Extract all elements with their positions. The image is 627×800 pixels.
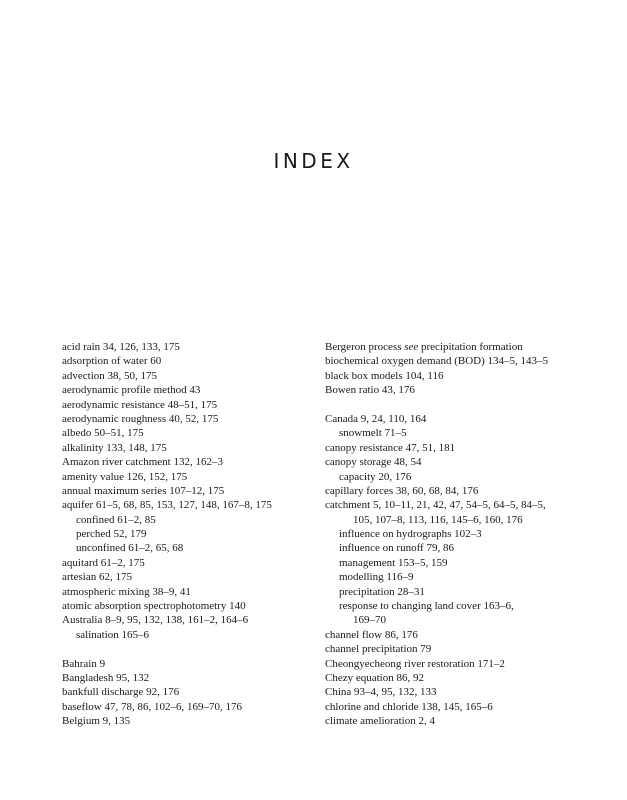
index-subentry: response to changing land cover 163–6, [339, 600, 514, 613]
index-entry: Bahrain 9 [62, 657, 106, 670]
index-entry: channel flow 86, 176 [325, 628, 418, 641]
index-entry: catchment 5, 10–11, 21, 42, 47, 54–5, 64–5, 84–5, [325, 499, 546, 512]
index-entry: Amazon river catchment 132, 162–3 [62, 456, 223, 469]
index-entry: advection 38, 50, 175 [62, 369, 158, 382]
index-entry: Cheongyecheong river restoration 171–2 [325, 657, 505, 670]
index-entry: chlorine and chloride 138, 145, 165–6 [325, 700, 493, 713]
index-entry: biochemical oxygen demand (BOD) 134–5, 143–5 [325, 355, 549, 368]
index-subentry: confined 61–2, 85 [76, 513, 156, 526]
index-entry: aerodynamic resistance 48–51, 175 [62, 398, 218, 411]
index-entry: climate amelioration 2, 4 [325, 715, 435, 728]
index-column-left [62, 340, 312, 729]
index-entry: bankfull discharge 92, 176 [62, 686, 180, 699]
index-subentry: influence on runoff 79, 86 [339, 542, 454, 555]
index-entry-text: precipitation formation [418, 341, 523, 353]
index-subentry: unconfined 61–2, 65, 68 [76, 542, 184, 555]
index-entry: Australia 8–9, 95, 132, 138, 161–2, 164–6 [62, 614, 249, 627]
index-subentry: precipitation 28–31 [339, 585, 425, 598]
index-entry: Belgium 9, 135 [62, 715, 131, 728]
index-entry: acid rain 34, 126, 133, 175 [62, 341, 180, 353]
index-entry: amenity value 126, 152, 175 [62, 470, 188, 483]
index-subentry: modelling 116–9 [339, 571, 414, 584]
index-entry: capillary forces 38, 60, 68, 84, 176 [325, 484, 479, 497]
index-entry: Bangladesh 95, 132 [62, 671, 150, 684]
index-entry: aerodynamic profile method 43 [62, 384, 201, 397]
index-entry: baseflow 47, 78, 86, 102–6, 169–70, 176 [62, 700, 242, 713]
index-entry: atmospheric mixing 38–9, 41 [62, 585, 191, 598]
index-entry: channel precipitation 79 [325, 643, 432, 656]
index-subentry: influence on hydrographs 102–3 [339, 528, 482, 541]
index-entry [325, 340, 575, 354]
index-subentry: snowmelt 71–5 [339, 427, 407, 440]
index-entry: annual maximum series 107–12, 175 [62, 484, 225, 497]
index-subentry: 169–70 [353, 614, 386, 627]
index-entry: atomic absorption spectrophotometry 140 [62, 600, 246, 613]
index-entry: canopy resistance 47, 51, 181 [325, 441, 456, 454]
index-entry: aquifer 61–5, 68, 85, 153, 127, 148, 167–8, 175 [62, 499, 272, 512]
see-reference: see [404, 341, 419, 353]
index-entry: canopy storage 48, 54 [325, 456, 422, 469]
index-entry: aquitard 61–2, 175 [62, 556, 145, 569]
index-entry: alkalinity 133, 148, 175 [62, 441, 167, 454]
page-title: INDEX [273, 149, 354, 174]
index-entry: aerodynamic roughness 40, 52, 175 [62, 412, 219, 425]
index-entry: Bowen ratio 43, 176 [325, 384, 415, 397]
index-subentry: capacity 20, 176 [339, 470, 412, 483]
index-section-gap [62, 642, 312, 656]
index-subentry: management 153–5, 159 [339, 556, 448, 569]
index-subentry: 105, 107–8, 113, 116, 145–6, 160, 176 [353, 513, 523, 526]
index-section-gap [325, 398, 575, 412]
index-entry-text: Bergeron process [325, 341, 405, 353]
index-entry: Canada 9, 24, 110, 164 [325, 412, 427, 425]
index-subentry: salination 165–6 [76, 628, 150, 641]
index-entry: black box models 104, 116 [325, 369, 444, 382]
index-entry: artesian 62, 175 [62, 571, 132, 584]
index-entry: Chezy equation 86, 92 [325, 671, 424, 684]
index-entry: adsorption of water 60 [62, 355, 162, 368]
index-column-right [325, 340, 575, 729]
index-entry: albedo 50–51, 175 [62, 427, 144, 440]
index-entry: China 93–4, 95, 132, 133 [325, 686, 437, 699]
index-subentry: perched 52, 179 [76, 528, 147, 541]
